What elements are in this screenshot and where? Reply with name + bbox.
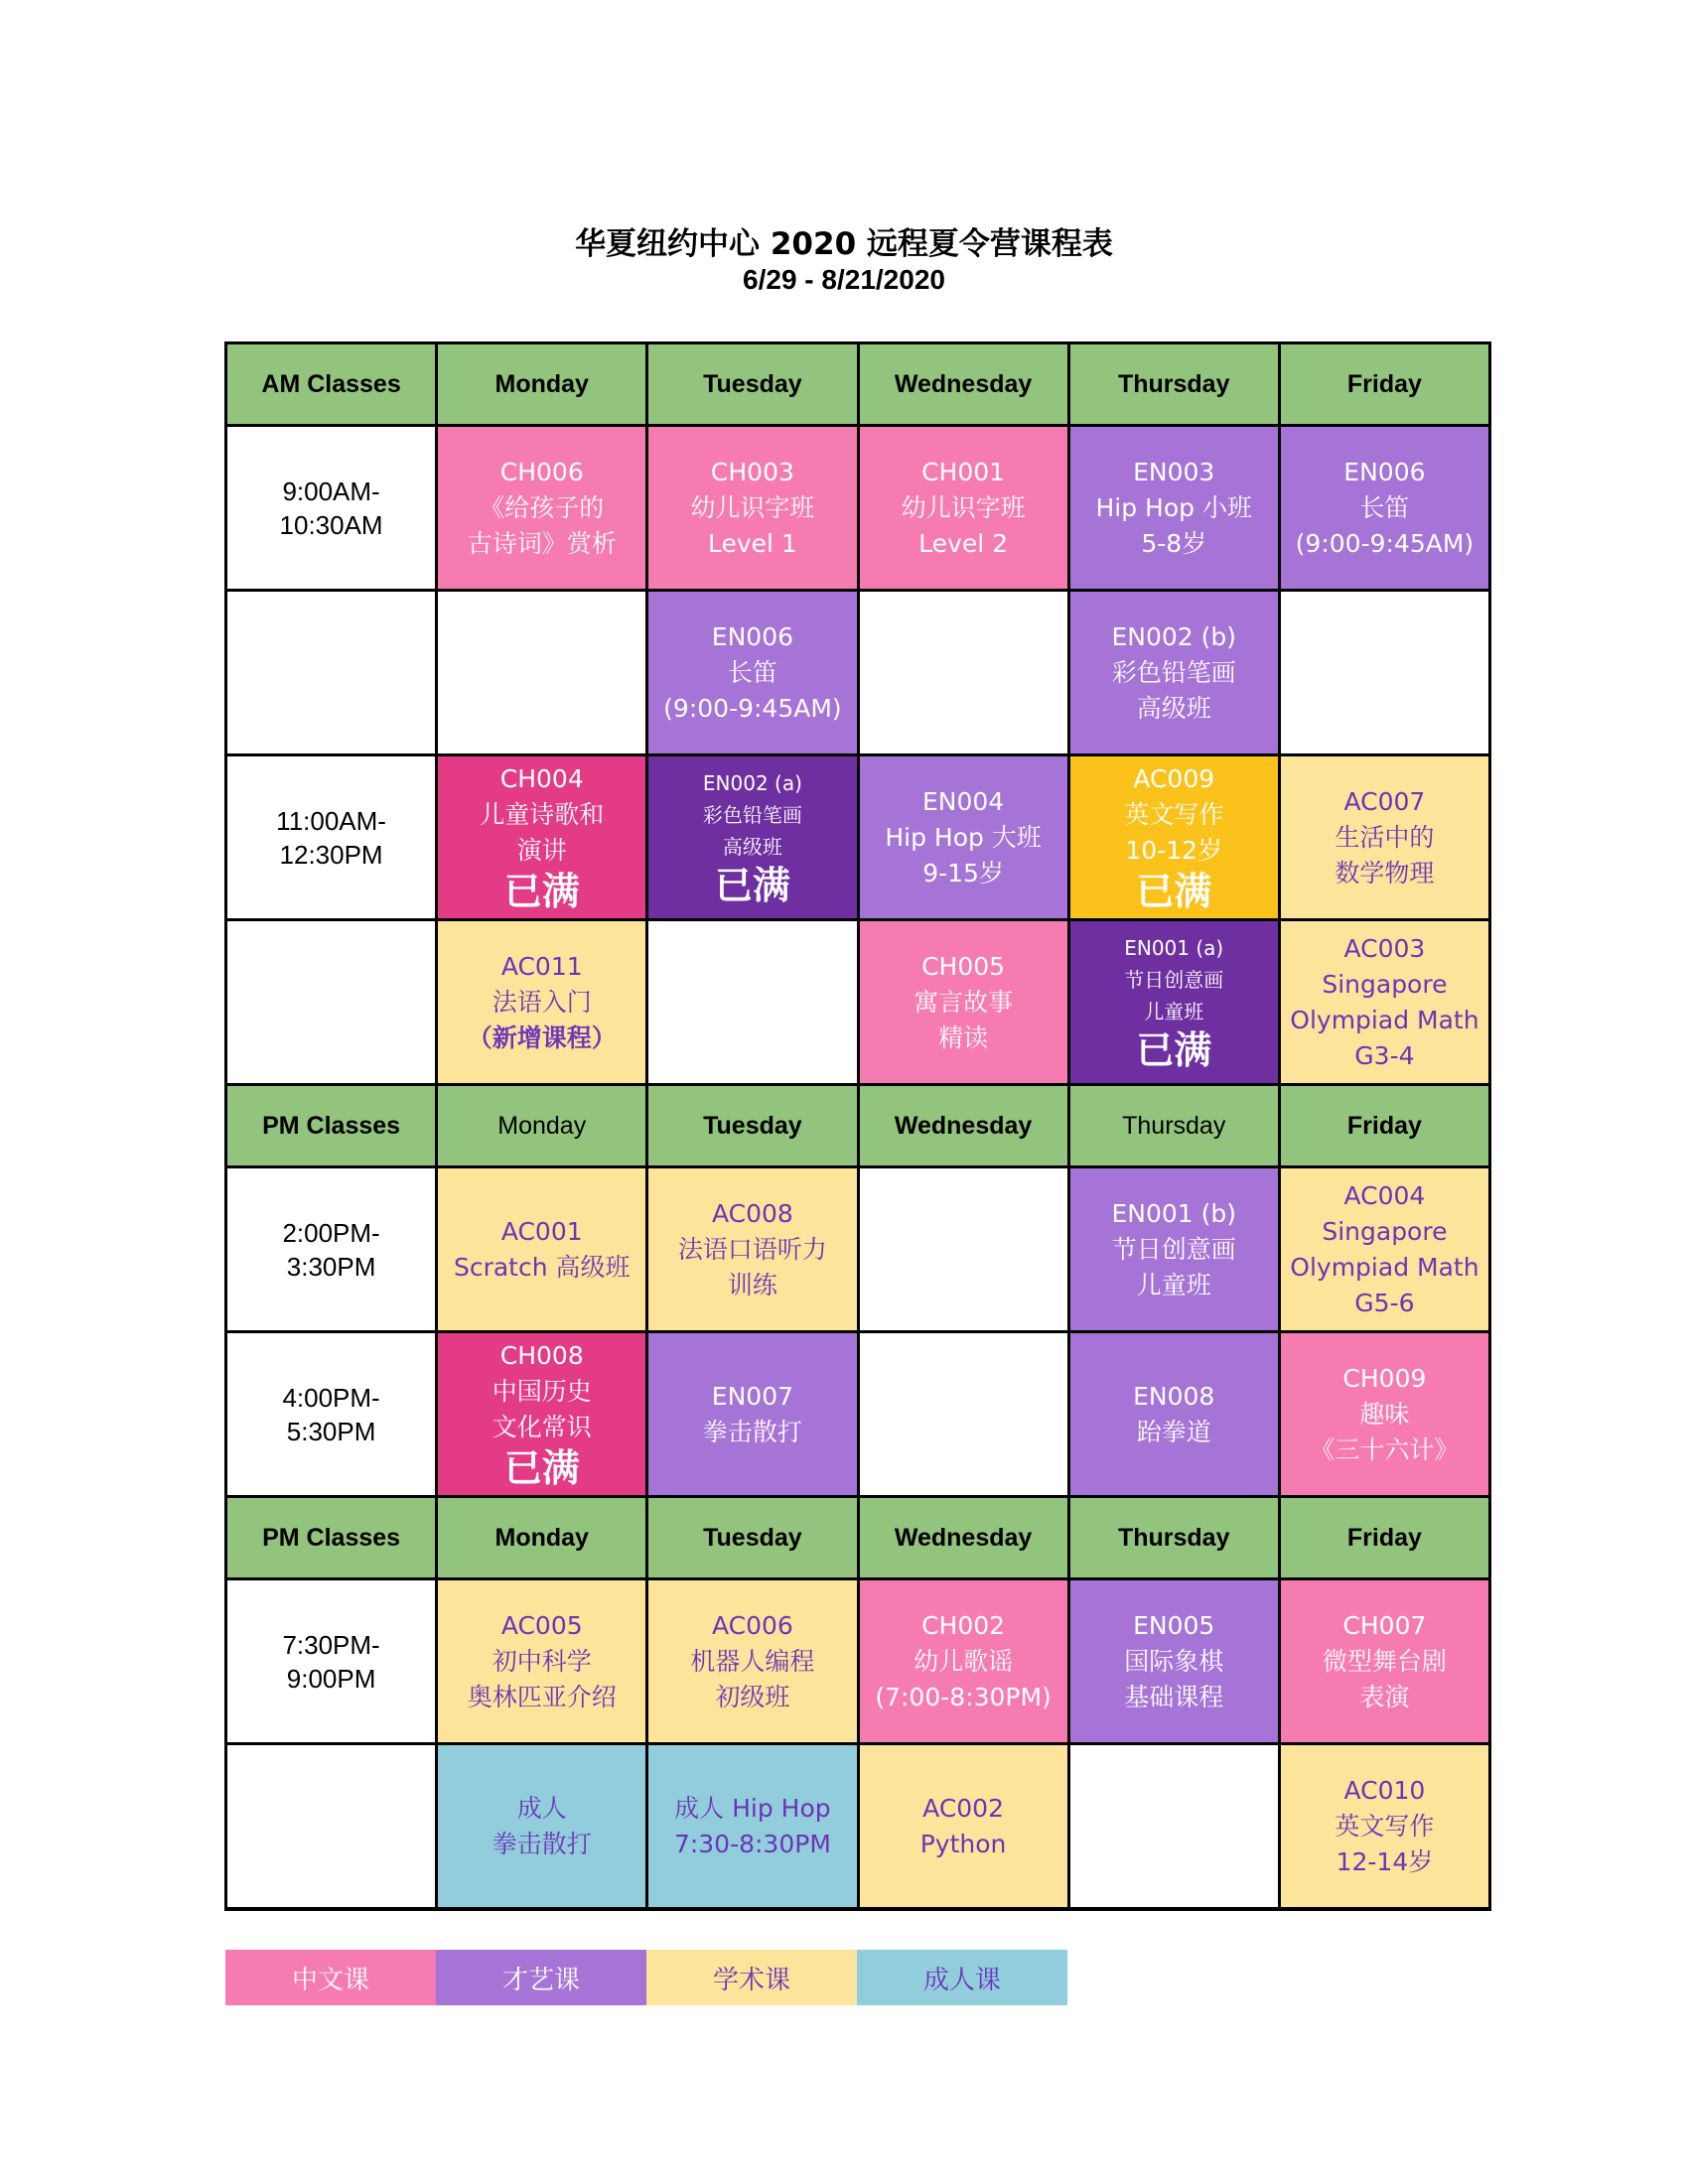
class-line: CH007 bbox=[1342, 1610, 1427, 1640]
class-cell bbox=[648, 1745, 856, 1907]
date-range: 6/29 - 8/21/2020 bbox=[743, 264, 945, 295]
class-line: CH006 bbox=[499, 457, 584, 486]
day-header: Thursday bbox=[1070, 344, 1278, 424]
class-cell bbox=[438, 1580, 645, 1742]
class-line: 幼儿歌谣 bbox=[914, 1646, 1014, 1676]
class-cell bbox=[1281, 1745, 1488, 1907]
class-line: EN006 bbox=[1343, 457, 1426, 486]
class-line: CH003 bbox=[710, 457, 794, 486]
schedule-table bbox=[224, 341, 1491, 1911]
class-line: 古诗词》赏析 bbox=[467, 528, 617, 558]
class-line: Hip Hop 小班 bbox=[1095, 492, 1252, 522]
class-line: Olympiad Math bbox=[1290, 1252, 1479, 1282]
class-line: AC009 bbox=[1133, 763, 1215, 793]
legend-chinese: 中文课 bbox=[225, 1950, 436, 2005]
class-line: AC010 bbox=[1343, 1775, 1426, 1805]
class-line: 《给孩子的 bbox=[480, 492, 605, 522]
class-line: G3-4 bbox=[1354, 1040, 1415, 1070]
class-cell bbox=[1281, 921, 1488, 1083]
empty-cell bbox=[860, 1333, 1067, 1495]
class-cell bbox=[1281, 756, 1488, 918]
class-line: EN002 (a) bbox=[702, 770, 802, 795]
class-line: AC001 bbox=[500, 1216, 583, 1246]
class-line: 彩色铅笔画 bbox=[702, 802, 802, 827]
class-line: Singapore bbox=[1322, 969, 1448, 999]
full-badge: 已满 bbox=[503, 869, 580, 913]
class-line: CH002 bbox=[921, 1610, 1006, 1640]
class-line: 训练 bbox=[727, 1270, 777, 1299]
class-line: 趣味 bbox=[1359, 1399, 1410, 1429]
class-line: 幼儿识字班 bbox=[901, 492, 1026, 522]
class-line: Scratch 高级班 bbox=[453, 1252, 631, 1282]
class-cell bbox=[648, 1580, 856, 1742]
day-header: Thursday bbox=[1070, 1086, 1278, 1165]
class-line: AC008 bbox=[711, 1198, 793, 1228]
class-line: 法语口语听力 bbox=[677, 1234, 827, 1264]
class-line: AC004 bbox=[1343, 1180, 1426, 1210]
class-cell bbox=[860, 1745, 1067, 1907]
empty-cell bbox=[648, 921, 856, 1083]
class-line: 演讲 bbox=[516, 835, 567, 865]
class-cell bbox=[1281, 427, 1488, 589]
class-line: 国际象棋 bbox=[1124, 1646, 1224, 1676]
class-line: 奥林匹亚介绍 bbox=[467, 1682, 617, 1711]
class-line: 成人 Hip Hop bbox=[674, 1793, 831, 1823]
class-line: EN001 (a) bbox=[1124, 935, 1224, 960]
class-cell bbox=[1070, 427, 1278, 589]
class-line: 基础课程 bbox=[1124, 1682, 1224, 1711]
class-line: 精读 bbox=[938, 1023, 989, 1052]
class-cell bbox=[1070, 1168, 1278, 1330]
class-line: CH005 bbox=[921, 951, 1006, 981]
class-line: Singapore bbox=[1322, 1216, 1448, 1246]
legend-adult: 成人课 bbox=[857, 1950, 1067, 2005]
class-line: 成人 bbox=[516, 1793, 567, 1823]
class-line: AC002 bbox=[922, 1793, 1004, 1823]
day-header: Wednesday bbox=[860, 344, 1067, 424]
class-line: 文化常识 bbox=[492, 1412, 592, 1441]
class-line: 《三十六计》 bbox=[1310, 1434, 1460, 1464]
empty-cell bbox=[860, 592, 1067, 753]
class-line: 10-12岁 bbox=[1125, 835, 1223, 865]
class-line: Level 1 bbox=[707, 528, 797, 558]
day-header: Monday bbox=[438, 1086, 645, 1165]
class-line: 彩色铅笔画 bbox=[1111, 657, 1236, 687]
class-line: AC011 bbox=[500, 951, 583, 981]
day-header: Tuesday bbox=[648, 344, 856, 424]
class-line: Olympiad Math bbox=[1290, 1005, 1479, 1034]
empty-cell bbox=[438, 592, 645, 753]
day-header: Friday bbox=[1281, 1086, 1488, 1165]
class-line: 7:30-8:30PM bbox=[673, 1829, 831, 1858]
class-line: AC006 bbox=[711, 1610, 793, 1640]
class-cell bbox=[438, 921, 645, 1083]
empty-cell bbox=[1281, 592, 1488, 753]
day-header: Thursday bbox=[1070, 1498, 1278, 1577]
class-cell bbox=[648, 1168, 856, 1330]
class-line: 拳击散打 bbox=[702, 1417, 802, 1446]
class-line: Level 2 bbox=[918, 528, 1008, 558]
class-cell bbox=[438, 1745, 645, 1907]
class-line: CH008 bbox=[499, 1340, 584, 1370]
class-line: CH004 bbox=[499, 763, 584, 793]
class-line: CH001 bbox=[921, 457, 1006, 486]
day-header: Tuesday bbox=[648, 1498, 856, 1577]
class-line: 数学物理 bbox=[1335, 858, 1435, 887]
full-badge: 已满 bbox=[503, 1445, 580, 1490]
class-cell bbox=[860, 756, 1067, 918]
class-cell bbox=[860, 1580, 1067, 1742]
class-line: 微型舞台剧 bbox=[1322, 1646, 1447, 1676]
day-header: Monday bbox=[438, 344, 645, 424]
class-line: AC005 bbox=[500, 1610, 583, 1640]
class-line: （新增课程） bbox=[467, 1023, 617, 1052]
class-cell bbox=[1070, 1580, 1278, 1742]
day-header: Friday bbox=[1281, 1498, 1488, 1577]
class-line: Hip Hop 大班 bbox=[885, 822, 1042, 852]
legend-academic: 学术课 bbox=[646, 1950, 857, 2005]
class-line: EN007 bbox=[711, 1381, 794, 1411]
class-line: 法语入门 bbox=[492, 987, 592, 1017]
class-line: 儿童班 bbox=[1144, 999, 1204, 1024]
class-line: 生活中的 bbox=[1335, 822, 1435, 852]
class-cell-full bbox=[1070, 921, 1278, 1083]
class-line: 长笛 bbox=[1359, 492, 1410, 522]
class-line: 英文写作 bbox=[1335, 1811, 1435, 1841]
time-slot: 11:00AM- 12:30PM bbox=[227, 756, 435, 918]
class-line: 5-8岁 bbox=[1141, 528, 1207, 558]
legend bbox=[225, 1950, 1067, 2005]
empty-cell bbox=[1070, 1745, 1278, 1907]
empty-cell bbox=[860, 1168, 1067, 1330]
section-header-pm: PM Classes bbox=[227, 1086, 435, 1165]
time-slot: 9:00AM- 10:30AM bbox=[227, 427, 435, 589]
class-line: G5-6 bbox=[1354, 1288, 1415, 1317]
class-cell bbox=[438, 1168, 645, 1330]
time-slot: 4:00PM- 5:30PM bbox=[227, 1333, 435, 1495]
class-cell bbox=[438, 427, 645, 589]
class-cell bbox=[648, 1333, 856, 1495]
class-line: 12-14岁 bbox=[1336, 1846, 1434, 1876]
class-line: 英文写作 bbox=[1124, 799, 1224, 829]
class-cell bbox=[648, 427, 856, 589]
day-header: Monday bbox=[438, 1498, 645, 1577]
day-header: Wednesday bbox=[860, 1086, 1067, 1165]
empty-cell bbox=[227, 921, 435, 1083]
class-line: EN002 (b) bbox=[1111, 621, 1237, 651]
class-line: 高级班 bbox=[1136, 693, 1211, 723]
class-line: CH009 bbox=[1342, 1363, 1427, 1393]
class-line: 中国历史 bbox=[492, 1376, 592, 1406]
class-line: 寓言故事 bbox=[914, 987, 1014, 1017]
class-line: 儿童班 bbox=[1136, 1270, 1211, 1299]
section-header-pm: PM Classes bbox=[227, 1498, 435, 1577]
class-line: EN008 bbox=[1133, 1381, 1215, 1411]
class-line: EN004 bbox=[921, 786, 1005, 816]
class-line: EN005 bbox=[1133, 1610, 1215, 1640]
class-cell-full bbox=[438, 756, 645, 918]
class-cell-full bbox=[438, 1333, 645, 1495]
class-cell bbox=[648, 592, 856, 753]
page-title: 华夏纽约中心 2020 远程夏令营课程表 bbox=[575, 226, 1113, 262]
class-line: 机器人编程 bbox=[690, 1646, 815, 1676]
class-line: 长笛 bbox=[727, 657, 777, 687]
empty-cell bbox=[227, 1745, 435, 1907]
class-cell-full bbox=[1070, 756, 1278, 918]
class-line: 节日创意画 bbox=[1124, 967, 1224, 992]
class-cell bbox=[1281, 1580, 1488, 1742]
class-line: 9-15岁 bbox=[922, 858, 1004, 887]
full-badge: 已满 bbox=[714, 863, 790, 907]
class-line: 初级班 bbox=[715, 1682, 790, 1711]
class-line: EN003 bbox=[1133, 457, 1215, 486]
class-cell bbox=[860, 921, 1067, 1083]
class-line: EN001 (b) bbox=[1111, 1198, 1237, 1228]
class-cell bbox=[1070, 1333, 1278, 1495]
class-line: AC007 bbox=[1343, 786, 1426, 816]
class-line: (9:00-9:45AM) bbox=[1295, 528, 1475, 558]
class-line: AC003 bbox=[1343, 933, 1426, 963]
class-line: 初中科学 bbox=[492, 1646, 592, 1676]
class-line: EN006 bbox=[711, 621, 794, 651]
day-header: Friday bbox=[1281, 344, 1488, 424]
class-line: 高级班 bbox=[722, 834, 782, 859]
time-slot: 2:00PM- 3:30PM bbox=[227, 1168, 435, 1330]
class-line: (7:00-8:30PM) bbox=[875, 1682, 1052, 1711]
class-line: 儿童诗歌和 bbox=[480, 799, 605, 829]
full-badge: 已满 bbox=[1136, 1027, 1212, 1072]
class-line: Python bbox=[919, 1829, 1007, 1858]
full-badge: 已满 bbox=[1136, 869, 1212, 913]
day-header: Tuesday bbox=[648, 1086, 856, 1165]
day-header: Wednesday bbox=[860, 1498, 1067, 1577]
empty-cell bbox=[227, 592, 435, 753]
class-line: 节日创意画 bbox=[1111, 1234, 1236, 1264]
class-cell bbox=[860, 427, 1067, 589]
class-cell-full bbox=[648, 756, 856, 918]
class-line: 幼儿识字班 bbox=[690, 492, 815, 522]
class-cell bbox=[1281, 1333, 1488, 1495]
class-cell bbox=[1070, 592, 1278, 753]
class-line: 表演 bbox=[1359, 1682, 1410, 1711]
class-line: 跆拳道 bbox=[1136, 1417, 1211, 1446]
legend-arts: 才艺课 bbox=[436, 1950, 646, 2005]
section-header-am: AM Classes bbox=[227, 344, 435, 424]
class-cell bbox=[1281, 1168, 1488, 1330]
class-line: 拳击散打 bbox=[492, 1829, 592, 1858]
class-line: (9:00-9:45AM) bbox=[663, 693, 842, 723]
time-slot: 7:30PM- 9:00PM bbox=[227, 1580, 435, 1742]
